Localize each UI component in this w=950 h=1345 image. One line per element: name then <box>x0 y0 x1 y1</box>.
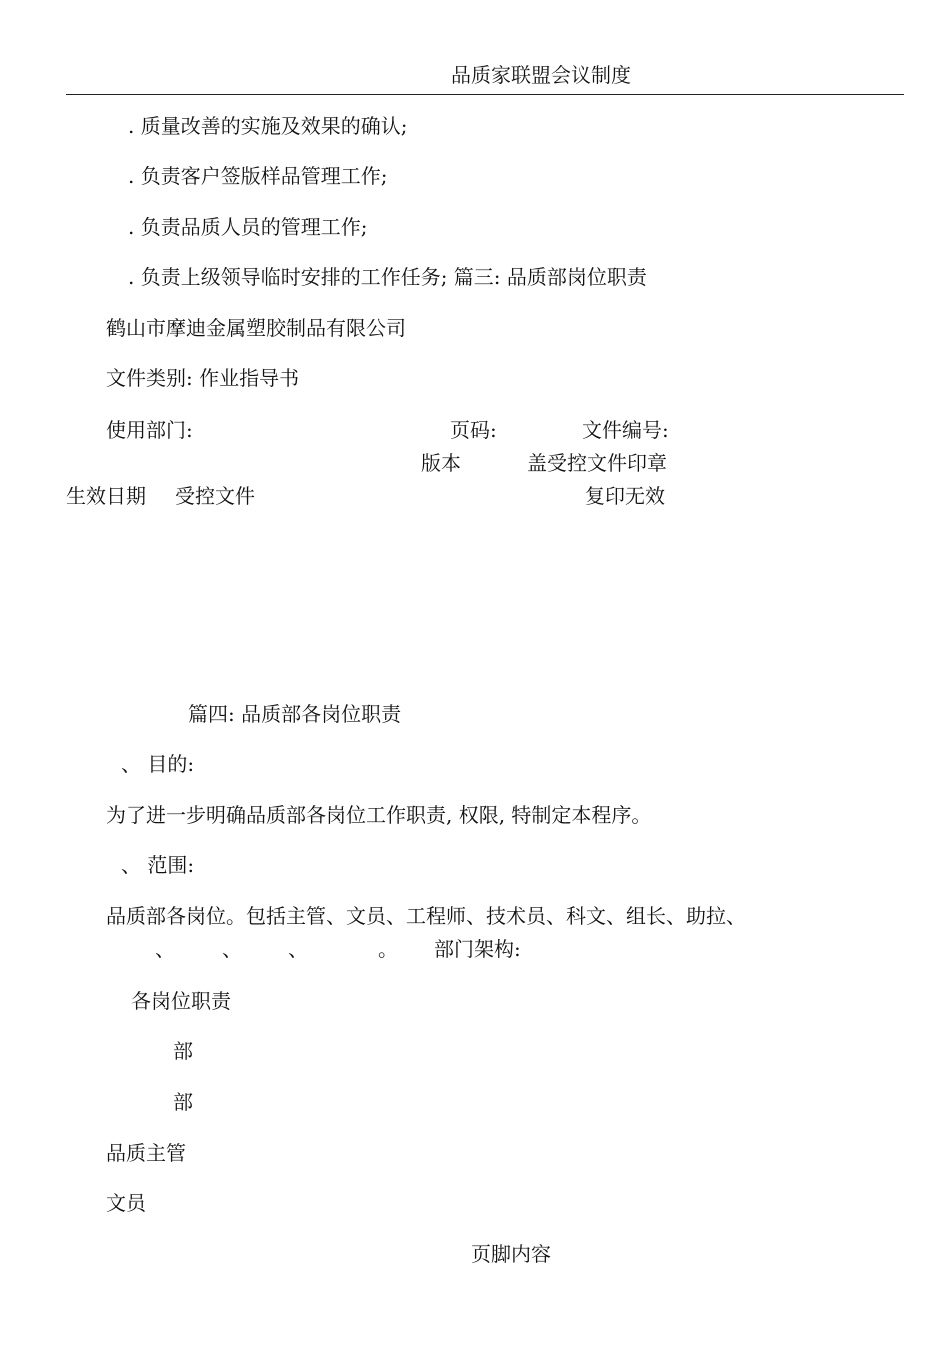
list-item: . 负责品质人员的管理工作; <box>128 215 368 239</box>
dept-label: 使用部门: <box>106 418 193 442</box>
scope-text: 品质部各岗位。包括主管、文员、工程师、技术员、科文、组长、助拉、 <box>106 904 746 928</box>
company-name: 鹤山市摩迪金属塑胶制品有限公司 <box>106 316 406 340</box>
list-item: . 负责上级领导临时安排的工作任务; 篇三: 品质部岗位职责 <box>128 265 647 289</box>
scope-separator: 、 <box>288 937 308 961</box>
role-clerk: 文员 <box>106 1191 146 1215</box>
duties-heading: 各岗位职责 <box>131 989 231 1013</box>
scope-heading: 、 范围: <box>121 853 195 877</box>
version-label: 版本 <box>421 451 461 475</box>
scope-end: 。 <box>378 937 398 961</box>
section-title: 篇四: 品质部各岗位职责 <box>188 702 402 726</box>
purpose-text: 为了进一步明确品质部各岗位工作职责, 权限, 特制定本程序。 <box>106 803 652 827</box>
page-label: 页码: <box>450 418 497 442</box>
copy-invalid-note: 复印无效 <box>585 484 665 508</box>
list-item: . 负责客户签版样品管理工作; <box>128 164 388 188</box>
dept-marker: 部 <box>173 1039 193 1063</box>
doc-no-label: 文件编号: <box>582 418 669 442</box>
controlled-doc-label: 受控文件 <box>175 484 255 508</box>
header-divider <box>66 94 904 95</box>
document-type: 文件类别: 作业指导书 <box>106 366 300 390</box>
purpose-heading: 、 目的: <box>121 752 195 776</box>
effective-date-label: 生效日期 <box>66 484 146 508</box>
dept-marker: 部 <box>173 1090 193 1114</box>
stamp-note: 盖受控文件印章 <box>527 451 667 475</box>
scope-separator: 、 <box>222 937 242 961</box>
role-supervisor: 品质主管 <box>106 1141 186 1165</box>
org-structure-label: 部门架构: <box>434 937 521 961</box>
header-title: 品质家联盟会议制度 <box>451 63 631 87</box>
list-item: . 质量改善的实施及效果的确认; <box>128 114 408 138</box>
scope-separator: 、 <box>155 937 175 961</box>
footer-text: 页脚内容 <box>471 1242 551 1266</box>
